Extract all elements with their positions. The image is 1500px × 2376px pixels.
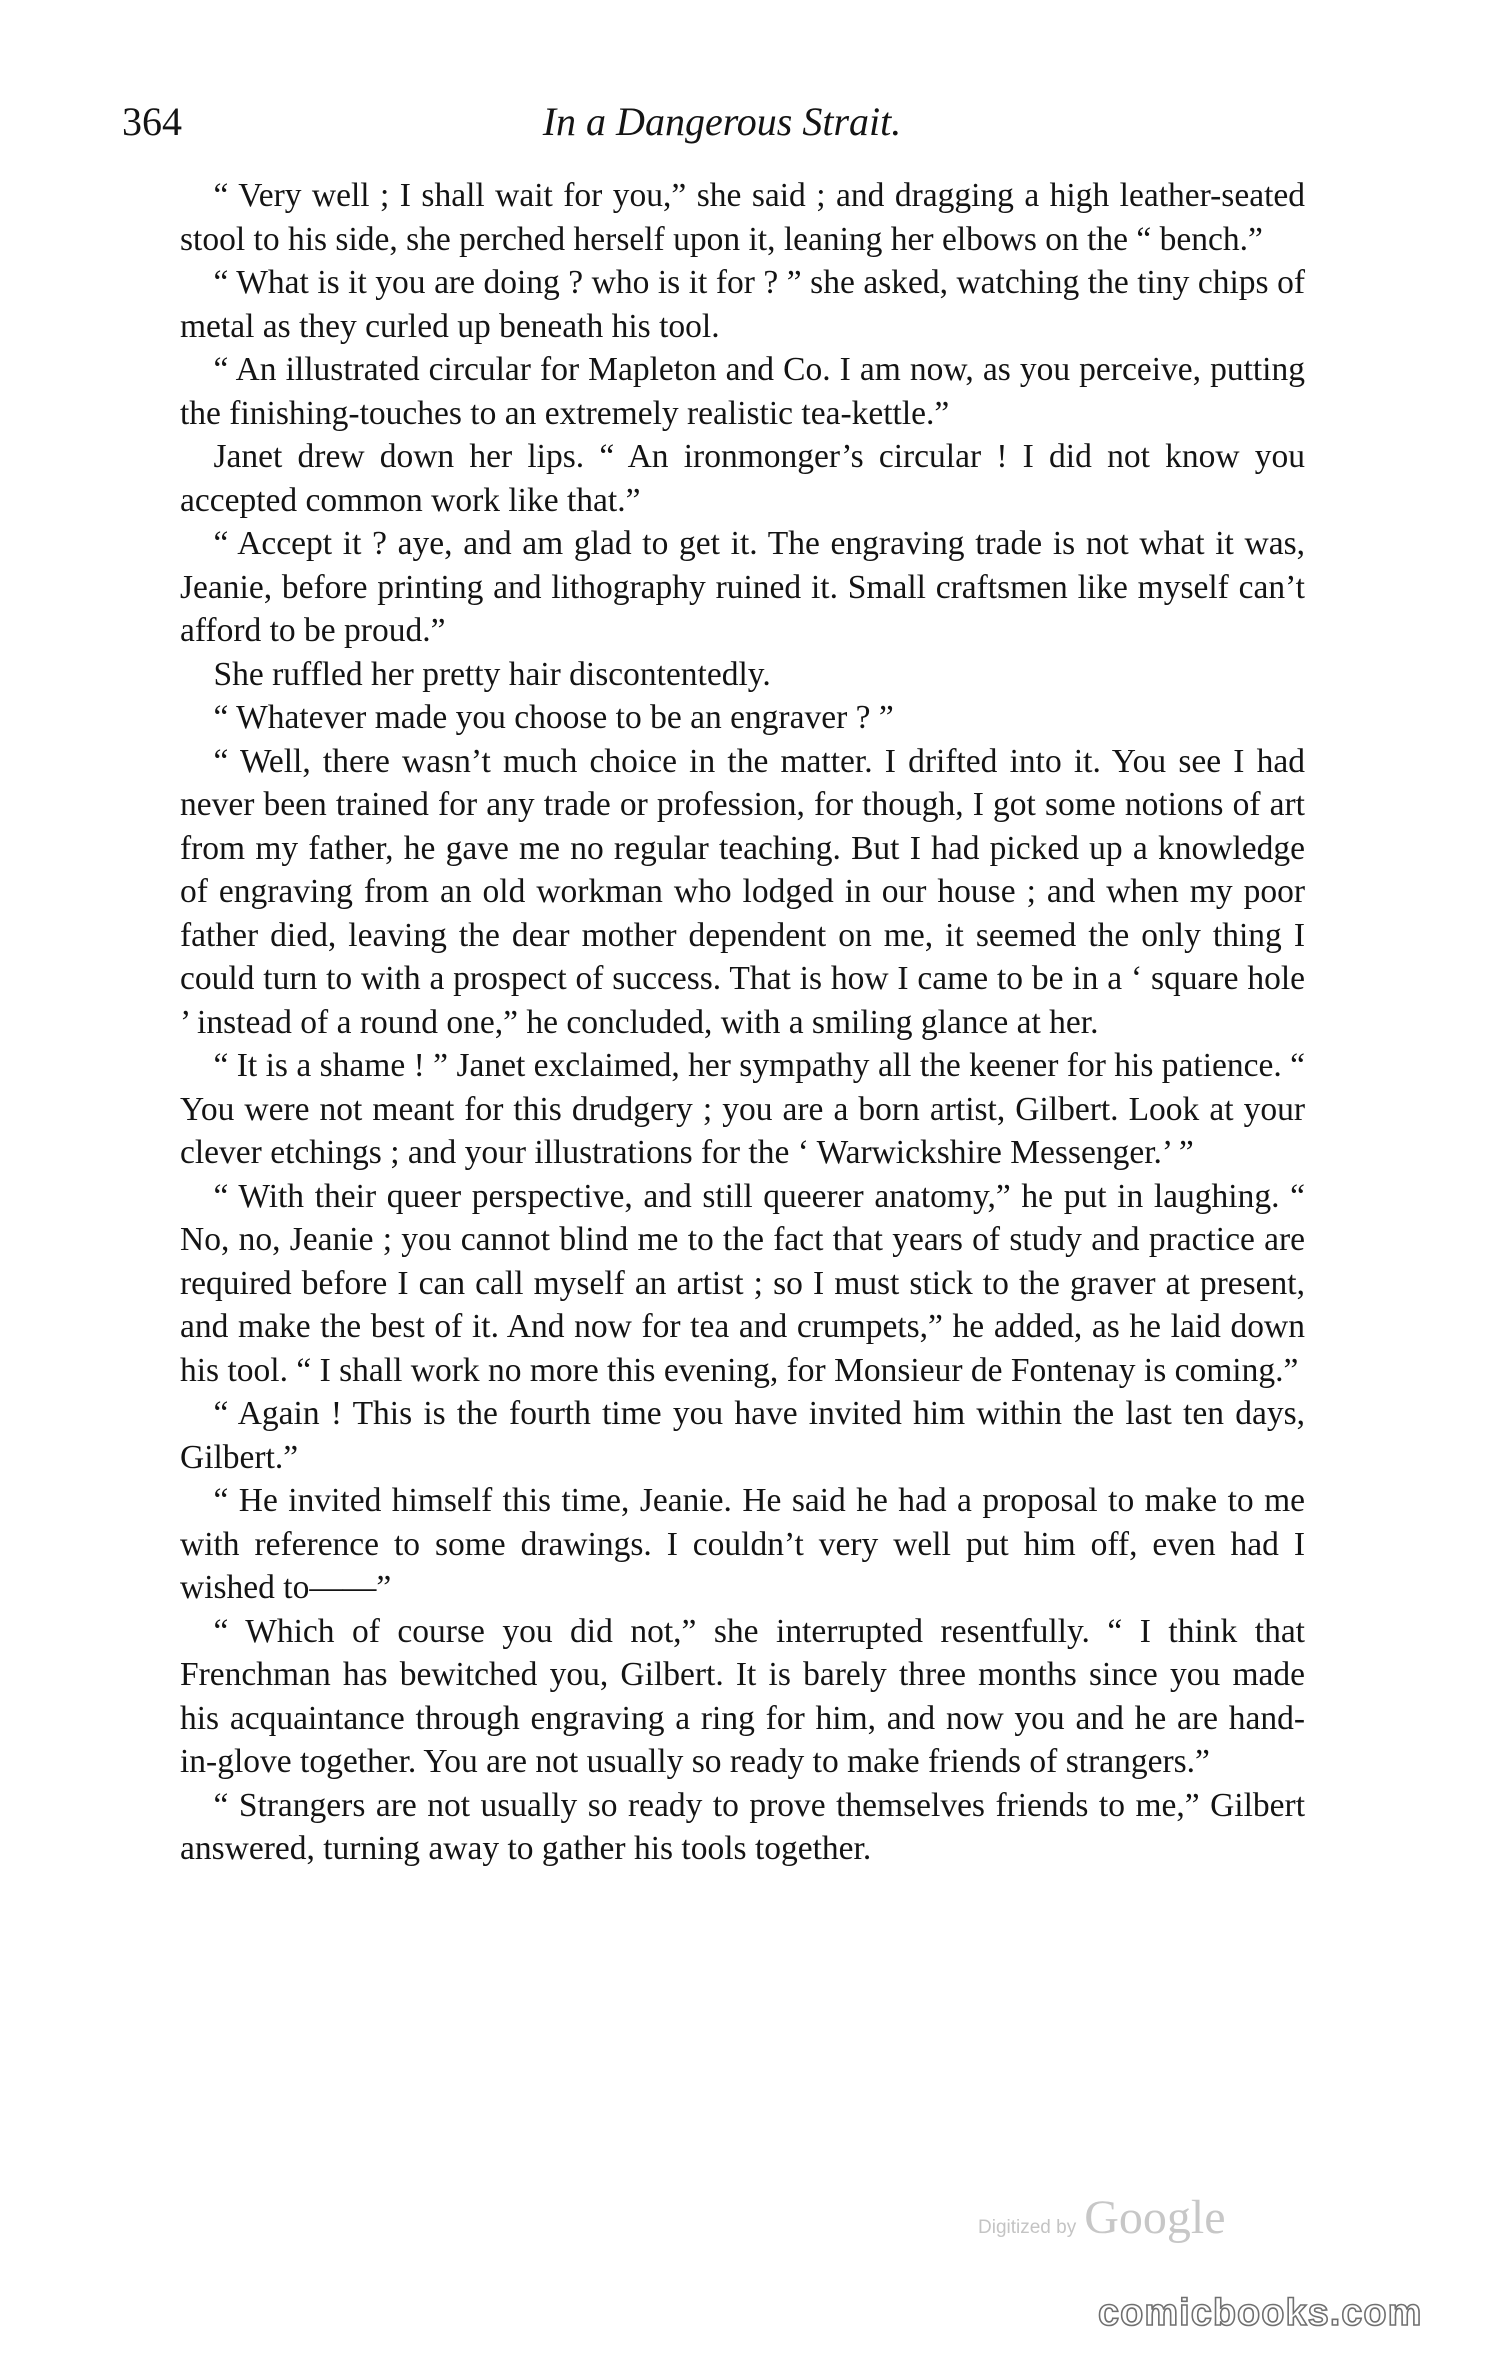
running-title: In a Dangerous Strait. xyxy=(542,99,902,144)
page-header xyxy=(122,92,1322,152)
paragraph: “ With their queer perspective, and still queerer anatomy,” he put in laughing. “ No, no, Jeanie ; you cannot blind me to the fact that years of study and practice are required before I can call myself an artist ; so I must stick to the graver at present, and make the best of it. And now for tea and crumpets,” he added, as he laid down his tool. “ I shall work no more this evening, for Monsieur de Fontenay is coming.” xyxy=(180,1177,1305,1389)
paragraph: She ruffled her pretty hair discontentedly. xyxy=(213,655,771,693)
digitized-by-label: Digitized by xyxy=(978,2217,1077,2238)
paragraph: “ Strangers are not usually so ready to prove themselves friends to me,” Gilbert answered, turning away to gather his tools together. xyxy=(180,1786,1305,1867)
paragraph: “ He invited himself this time, Jeanie. He said he had a proposal to make to me with reference to some drawings. I couldn’t very well put him off, even had I wished to——” xyxy=(180,1482,1305,1606)
paragraph: “ What is it you are doing ? who is it for ? ” she asked, watching the tiny chips of metal as they curled up beneath his tool. xyxy=(180,264,1305,345)
paragraph: Janet drew down her lips. “ An ironmonger’s circular ! I did not know you accepted common work like that.” xyxy=(180,438,1305,519)
site-watermark: comicbooks.com xyxy=(1098,2292,1423,2334)
paragraph: “ Well, there wasn’t much choice in the matter. I drifted into it. You see I had never been trained for any trade or profession, for though, I got some notions of art from my father, he gave me no regular teaching. But I had picked up a knowledge of engraving from an old workman who lodged in our house ; and when my poor father died, leaving the dear mother dependent on me, it seemed the only thing I could turn to with a prospect of success. That is how I came to be in a ‘ square hole ’ instead of a round one,” he concluded, with a smiling glance at her. xyxy=(180,742,1305,1041)
body-text xyxy=(180,174,1305,1871)
google-watermark xyxy=(978,2190,1226,2246)
paragraph: “ Again ! This is the fourth time you have invited him within the last ten days, Gilbert.” xyxy=(180,1395,1305,1476)
paragraph: “ It is a shame ! ” Janet exclaimed, her sympathy all the keener for his patience. “ You were not meant for this drudgery ; you are a born artist, Gilbert. Look at your clever etchings ; and your illustrations for the ‘ Warwickshire Messenger.’ ” xyxy=(180,1047,1305,1171)
paragraph: “ An illustrated circular for Mapleton and Co. I am now, as you perceive, putting the finishing-touches to an extremely realistic tea-kettle.” xyxy=(180,351,1305,432)
paragraph: “ Very well ; I shall wait for you,” she said ; and dragging a high leather-seated stool to his side, she perched herself upon it, leaning her elbows on the “ bench.” xyxy=(180,177,1305,258)
paragraph: “ Whatever made you choose to be an engraver ? ” xyxy=(213,699,894,736)
google-logo: Google xyxy=(1084,2191,1226,2244)
paragraph: “ Which of course you did not,” she interrupted resentfully. “ I think that Frenchman has bewitched you, Gilbert. It is barely three months since you made his acquaintance through engraving a ring for him, and now you and he are hand-in-glove together. You are not usually so ready to make friends of strangers.” xyxy=(180,1612,1305,1780)
paragraph: “ Accept it ? aye, and am glad to get it. The engraving trade is not what it was, Jeanie, before printing and lithography ruined it. Small craftsmen like myself can’t afford to be proud.” xyxy=(180,525,1305,649)
page-number: 364 xyxy=(122,99,182,144)
